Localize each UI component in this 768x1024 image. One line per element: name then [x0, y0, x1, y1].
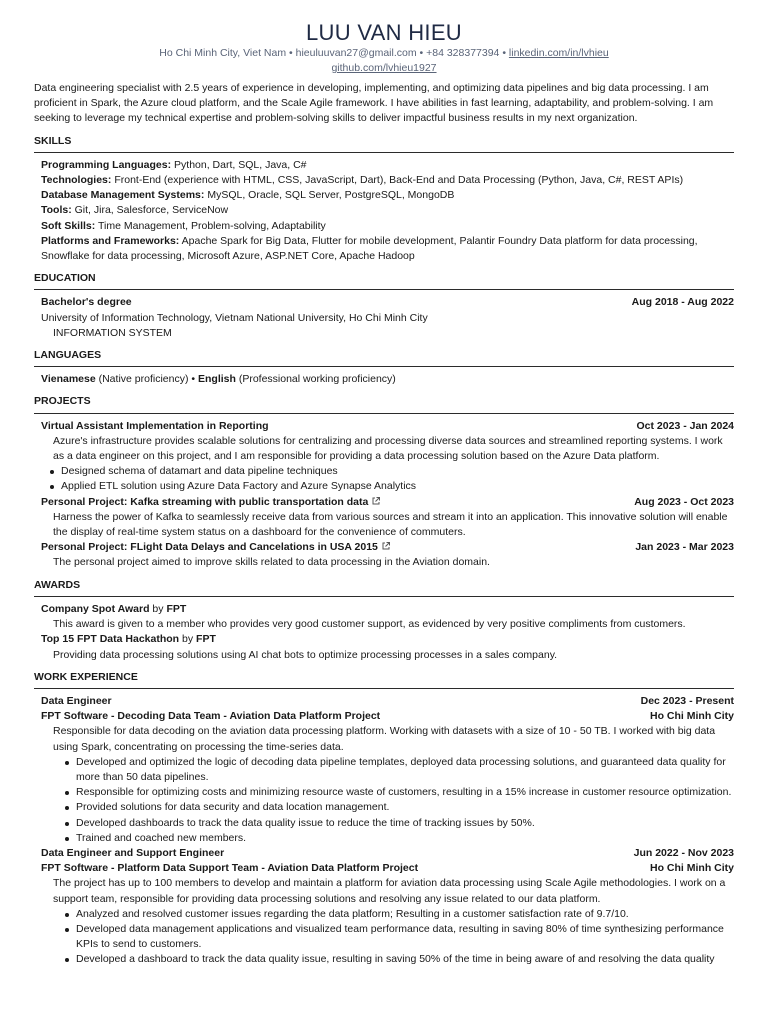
education-heading: EDUCATION [34, 271, 734, 290]
skill-value: Apache Spark for Big Data, Flutter for mobile development, Palantir Foundry Data platform for data processing, Snowflake for data processing, Microsoft Azure, ASP.NET Core, Apache Hadoop [41, 234, 698, 263]
separator: • [286, 47, 296, 59]
external-link-icon[interactable] [381, 541, 391, 551]
skills-heading: SKILLS [34, 134, 734, 153]
skill-item [41, 219, 734, 234]
list-item: Analyzed and resolved customer issues regarding the data platform; Resulting in a customer satisfaction rate of 9.7/10. [61, 907, 734, 922]
contact-line-2 [34, 61, 734, 76]
award-title [41, 602, 734, 617]
award-org: FPT [196, 633, 216, 646]
job-row [41, 694, 734, 709]
job-company-row [41, 709, 734, 724]
list-item: Applied ETL solution using Azure Data Factory and Azure Synapse Analytics [46, 479, 734, 494]
skill-item [41, 158, 734, 173]
job-role: Data Engineer [41, 694, 112, 707]
major-text: INFORMATION SYSTEM [53, 326, 172, 339]
job-bullets [41, 907, 734, 968]
award-by: by [149, 602, 167, 615]
awards-heading: AWARDS [34, 578, 734, 597]
skill-label: Soft Skills: [41, 219, 96, 232]
project-row [41, 495, 734, 510]
skill-label: Technologies: [41, 174, 112, 187]
skill-value: Python, Dart, SQL, Java, C# [171, 158, 307, 171]
award-title [41, 632, 734, 647]
award-name: Company Spot Award [41, 602, 150, 615]
project-desc: The personal project aimed to improve skills related to data processing in the Aviation domain. [53, 556, 490, 569]
skill-value: Time Management, Problem-solving, Adaptability [95, 219, 326, 232]
projects-heading: PROJECTS [34, 394, 734, 413]
skill-value: Front-End (experience with HTML, CSS, JavaScript, Dart), Back-End and Data Processing (Python, Java, C#, REST APIs) [111, 174, 684, 187]
list-item: Provided solutions for data security and data location management. [61, 800, 734, 815]
award-name: Top 15 FPT Data Hackathon [41, 633, 180, 646]
job-location: Ho Chi Minh City [650, 862, 734, 875]
skill-label: Platforms and Frameworks: [41, 234, 180, 247]
separator: • [416, 47, 427, 59]
award-by: by [179, 633, 197, 646]
project-name[interactable]: Personal Project: FLight Data Delays and Cancelations in USA 2015 [41, 541, 378, 554]
skill-item [41, 173, 734, 188]
list-item: Developed a dashboard to track the data quality issue, resulting in saving 50% of the time in being aware of and resolving the data quality [61, 952, 734, 967]
skill-item [41, 188, 734, 203]
job-row [41, 846, 734, 861]
phone-text: +84 328377394 [426, 47, 500, 59]
candidate-name: LUU VAN HIEU [306, 20, 462, 45]
job-bullets [41, 755, 734, 846]
education-row [41, 295, 734, 310]
list-item: Developed data management applications and visualized team performance data, resulting in saving 80% of time synthesizing performance KPIs to send to customers. [61, 922, 734, 952]
school-text: University of Information Technology, Vietnam National University, Ho Chi Minh City [41, 311, 428, 324]
education-entry [34, 295, 734, 341]
skill-item [41, 203, 734, 218]
job-dates: Jun 2022 - Nov 2023 [633, 846, 734, 859]
skill-value: MySQL, Oracle, SQL Server, PostgreSQL, MongoDB [204, 189, 455, 202]
award-org: FPT [166, 602, 187, 615]
list-item: Responsible for optimizing costs and minimizing resource waste of customers, resulting in a 15% increase in customer resource optimization. [61, 785, 734, 800]
languages-heading: LANGUAGES [34, 348, 734, 367]
project-title-wrap [41, 540, 391, 555]
language-level: (Native proficiency) [95, 373, 189, 386]
separator: • [499, 47, 509, 59]
summary-paragraph: Data engineering specialist with 2.5 years of experience in developing, implementing, and optimizing data pipelines and big data processing. I am proficient in Spark, the Azure cloud platform, and the Scale Agile framework. I have abilities in fast learning, adaptability, and problem-solving. I am seeking to leverage my technical expertise and problem-solving skills to deliver impactful business results in my next organization. [34, 82, 714, 125]
job-role: Data Engineer and Support Engineer [41, 846, 225, 859]
project-desc: Harness the power of Kafka to seamlessly receive data from various sources and stream it into an application. This innovative solution will enable the display of real-time system status on a dashboard for the convenience of commuters. [53, 510, 728, 539]
job-company: FPT Software - Decoding Data Team - Aviation Data Platform Project [41, 710, 381, 723]
education-dates: Aug 2018 - Aug 2022 [631, 296, 734, 309]
email-text: hieuluuvan27@gmail.com [295, 47, 417, 59]
job-desc: The project has up to 100 members to develop and maintain a platform for aviation data processing using Scale Agile methodologies. I work on a support team, responsible for providing data processing solutions and resolving any issue related to our data platform. [53, 877, 726, 905]
job-location: Ho Chi Minh City [650, 710, 734, 723]
location-text: Ho Chi Minh City, Viet Nam [159, 47, 287, 59]
skill-label: Tools: [41, 204, 72, 217]
project-title-wrap [41, 495, 381, 510]
job-company-row [41, 861, 734, 876]
skill-value: Git, Jira, Salesforce, ServiceNow [71, 204, 229, 217]
languages-line [34, 372, 734, 387]
list-item: Developed dashboards to track the data quality issue to reduce the time of tracking issues by 50%. [61, 816, 734, 831]
job-company: FPT Software - Platform Data Support Team - Aviation Data Platform Project [41, 862, 419, 875]
awards-list [34, 602, 734, 663]
projects-list [34, 419, 734, 571]
language-name: English [197, 373, 236, 386]
project-dates: Aug 2023 - Oct 2023 [634, 495, 734, 508]
linkedin-link[interactable]: linkedin.com/in/lvhieu [508, 47, 609, 59]
list-item: Designed schema of datamart and data pipeline techniques [46, 464, 734, 479]
project-dates: Oct 2023 - Jan 2024 [636, 419, 734, 432]
skill-label: Programming Languages: [41, 158, 172, 171]
language-name: Vienamese [41, 373, 96, 386]
project-row [41, 540, 734, 555]
job-desc: Responsible for data decoding on the aviation data processing platform. Working with datasets with a size of 10 - 50 TB. I worked with big data using Spark, concentrating on processing the time-series data. [53, 725, 716, 753]
project-desc: Azure's infrastructure provides scalable solutions for centralizing and processing diverse data sources and streamlined reporting systems. I work as a data engineer on this project, and I am responsible for providing a data processing solution based on the Azure Data platform. [53, 434, 723, 463]
list-item: Developed and optimized the logic of decoding data pipeline templates, deployed data processing solutions, and guaranteed data quality for more than 50 data pipelines. [61, 755, 734, 785]
work-list [34, 694, 734, 968]
skills-list [34, 158, 734, 264]
skill-label: Database Management Systems: [41, 189, 205, 202]
language-level: (Professional working proficiency) [235, 373, 396, 386]
separator: • [188, 373, 198, 386]
award-desc: Providing data processing solutions using AI chat bots to optimize processing processes in a sales company. [53, 648, 558, 661]
project-bullets [41, 464, 734, 494]
contact-line [34, 46, 734, 61]
job-dates: Dec 2023 - Present [640, 694, 734, 707]
external-link-icon[interactable] [371, 496, 381, 506]
project-dates: Jan 2023 - Mar 2023 [635, 541, 734, 554]
skill-item [41, 234, 734, 264]
project-name[interactable]: Personal Project: Kafka streaming with public transportation data [41, 495, 369, 508]
project-row [41, 419, 734, 434]
degree-text: Bachelor's degree [41, 296, 132, 309]
github-link[interactable]: github.com/lvhieu1927 [331, 62, 437, 74]
list-item: Trained and coached new members. [61, 831, 734, 846]
work-heading: WORK EXPERIENCE [34, 670, 734, 689]
award-desc: This award is given to a member who provides very good customer support, as evidenced by very positive compliments from customers. [53, 618, 686, 631]
project-name: Virtual Assistant Implementation in Reporting [41, 419, 269, 432]
